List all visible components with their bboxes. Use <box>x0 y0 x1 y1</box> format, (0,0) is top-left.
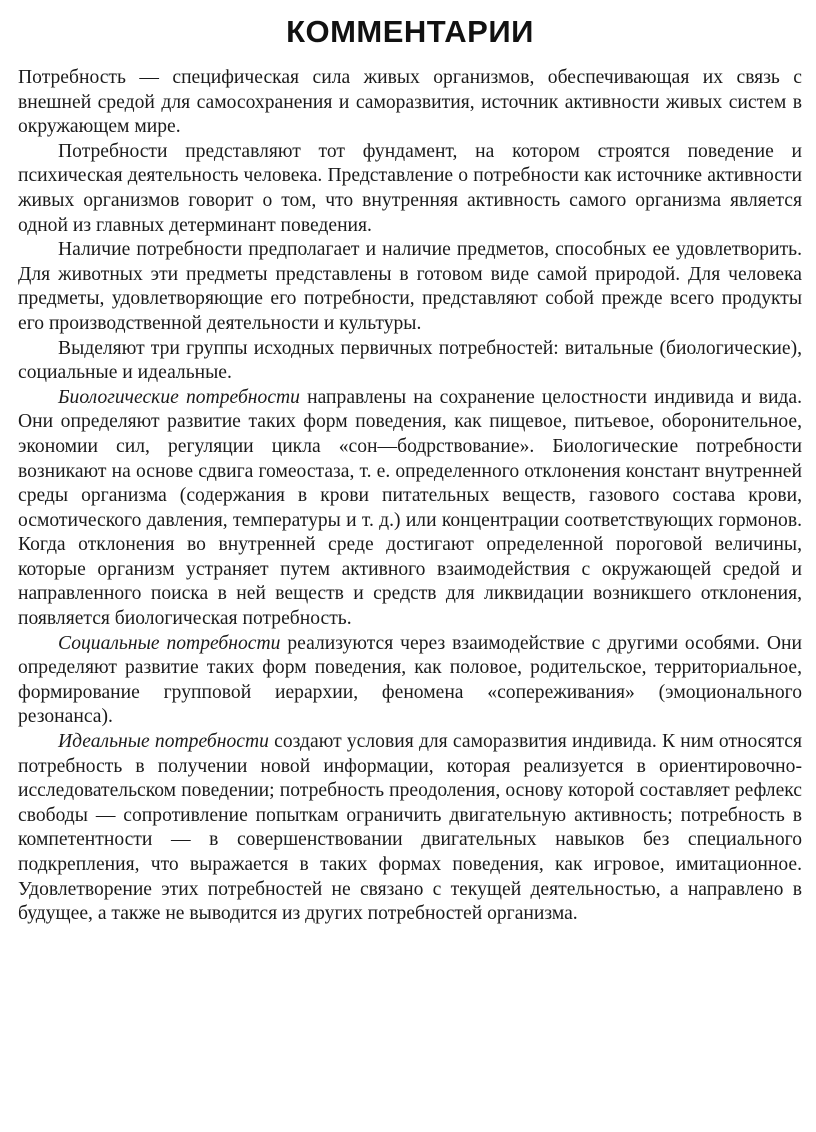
paragraph-definition <box>18 66 802 140</box>
document-page <box>18 14 802 927</box>
paragraph-text: реализуются через взаимодействие с другими особями. Они определяют развитие таких форм поведения, как половое, родительское, территориальное, формирование групповой иерархии, феномена «сопереживания» (эмоционального резонанса). <box>18 632 802 728</box>
paragraph-text: направлены на сохранение целостности индивида и вида. Они определяют развитие таких форм поведения, как пищевое, питьевое, оборонительное, экономии сил, регуляции цикла «сон—бодрствование». Биологические потребности возникают на основе сдвига гомеостаза, т. е. определенного отклонения констант внутренней среды организма (содержания в крови питательных веществ, газового состава крови, осмотического давления, температуры и т. д.) или концентрации соответствующих гормонов. Когда отклонения во внутренней среде достигают определенной пороговой величины, которые организм устраняет путем активного взаимодействия с окружающей средой и направленного поиска в ней веществ и средств для ликвидации возникшего отклонения, появляется биологическая потребность. <box>18 386 802 630</box>
paragraph-lead: Биологические потребности <box>58 386 300 408</box>
paragraph-text: Наличие потребности предполагает и наличие предметов, способных ее удовлетворить. Для животных эти предметы представлены в готовом виде самой природой. Для человека предметы, удовлетворяющие его потребности, представляют собой прежде всего продукты его производственной деятельности и культуры. <box>18 239 802 334</box>
paragraph-objects <box>18 238 802 336</box>
paragraph-lead: Социальные потребности <box>58 632 281 654</box>
paragraph-ideal <box>18 730 802 927</box>
paragraph-lead: Идеальные потребности <box>58 731 269 753</box>
paragraph-text: Выделяют три группы исходных первичных потребностей: витальные (биологические), социальные и идеальные. <box>18 337 802 384</box>
paragraph-social <box>18 632 802 730</box>
paragraph-foundation <box>18 140 802 238</box>
paragraph-text: Потребность — специфическая сила живых организмов, обеспечивающая их связь с внешней средой для самосохранения и саморазвития, источник активности живых систем в окружающем мире. <box>18 67 802 138</box>
paragraph-biological <box>18 386 802 632</box>
paragraph-text: создают условия для саморазвития индивида. К ним относятся потребность в получении новой информации, которая реализуется в ориентировочно-исследовательском поведении; потребность преодоления, основу которой составляет рефлекс свободы — сопротивление попыткам ограничить двигательную активность; потребность в компетентности — в совершенствовании двигательных навыков без специального подкрепления, что выражается в таких формах поведения, как игровое, имитационное. Удовлетворение этих потребностей не связано с текущей деятельностью, а направлено в будущее, а также не выводится из других потребностей организма. <box>18 731 803 925</box>
page-title: КОММЕНТАРИИ <box>286 14 534 49</box>
paragraph-text: Потребности представляют тот фундамент, на котором строятся поведение и психическая деятельность человека. Представление о потребности как источнике активности живых организмов говорит о том, что внутренняя активность самого организма является одной из главных детерминант поведения. <box>18 140 802 236</box>
paragraph-groups <box>18 337 802 386</box>
